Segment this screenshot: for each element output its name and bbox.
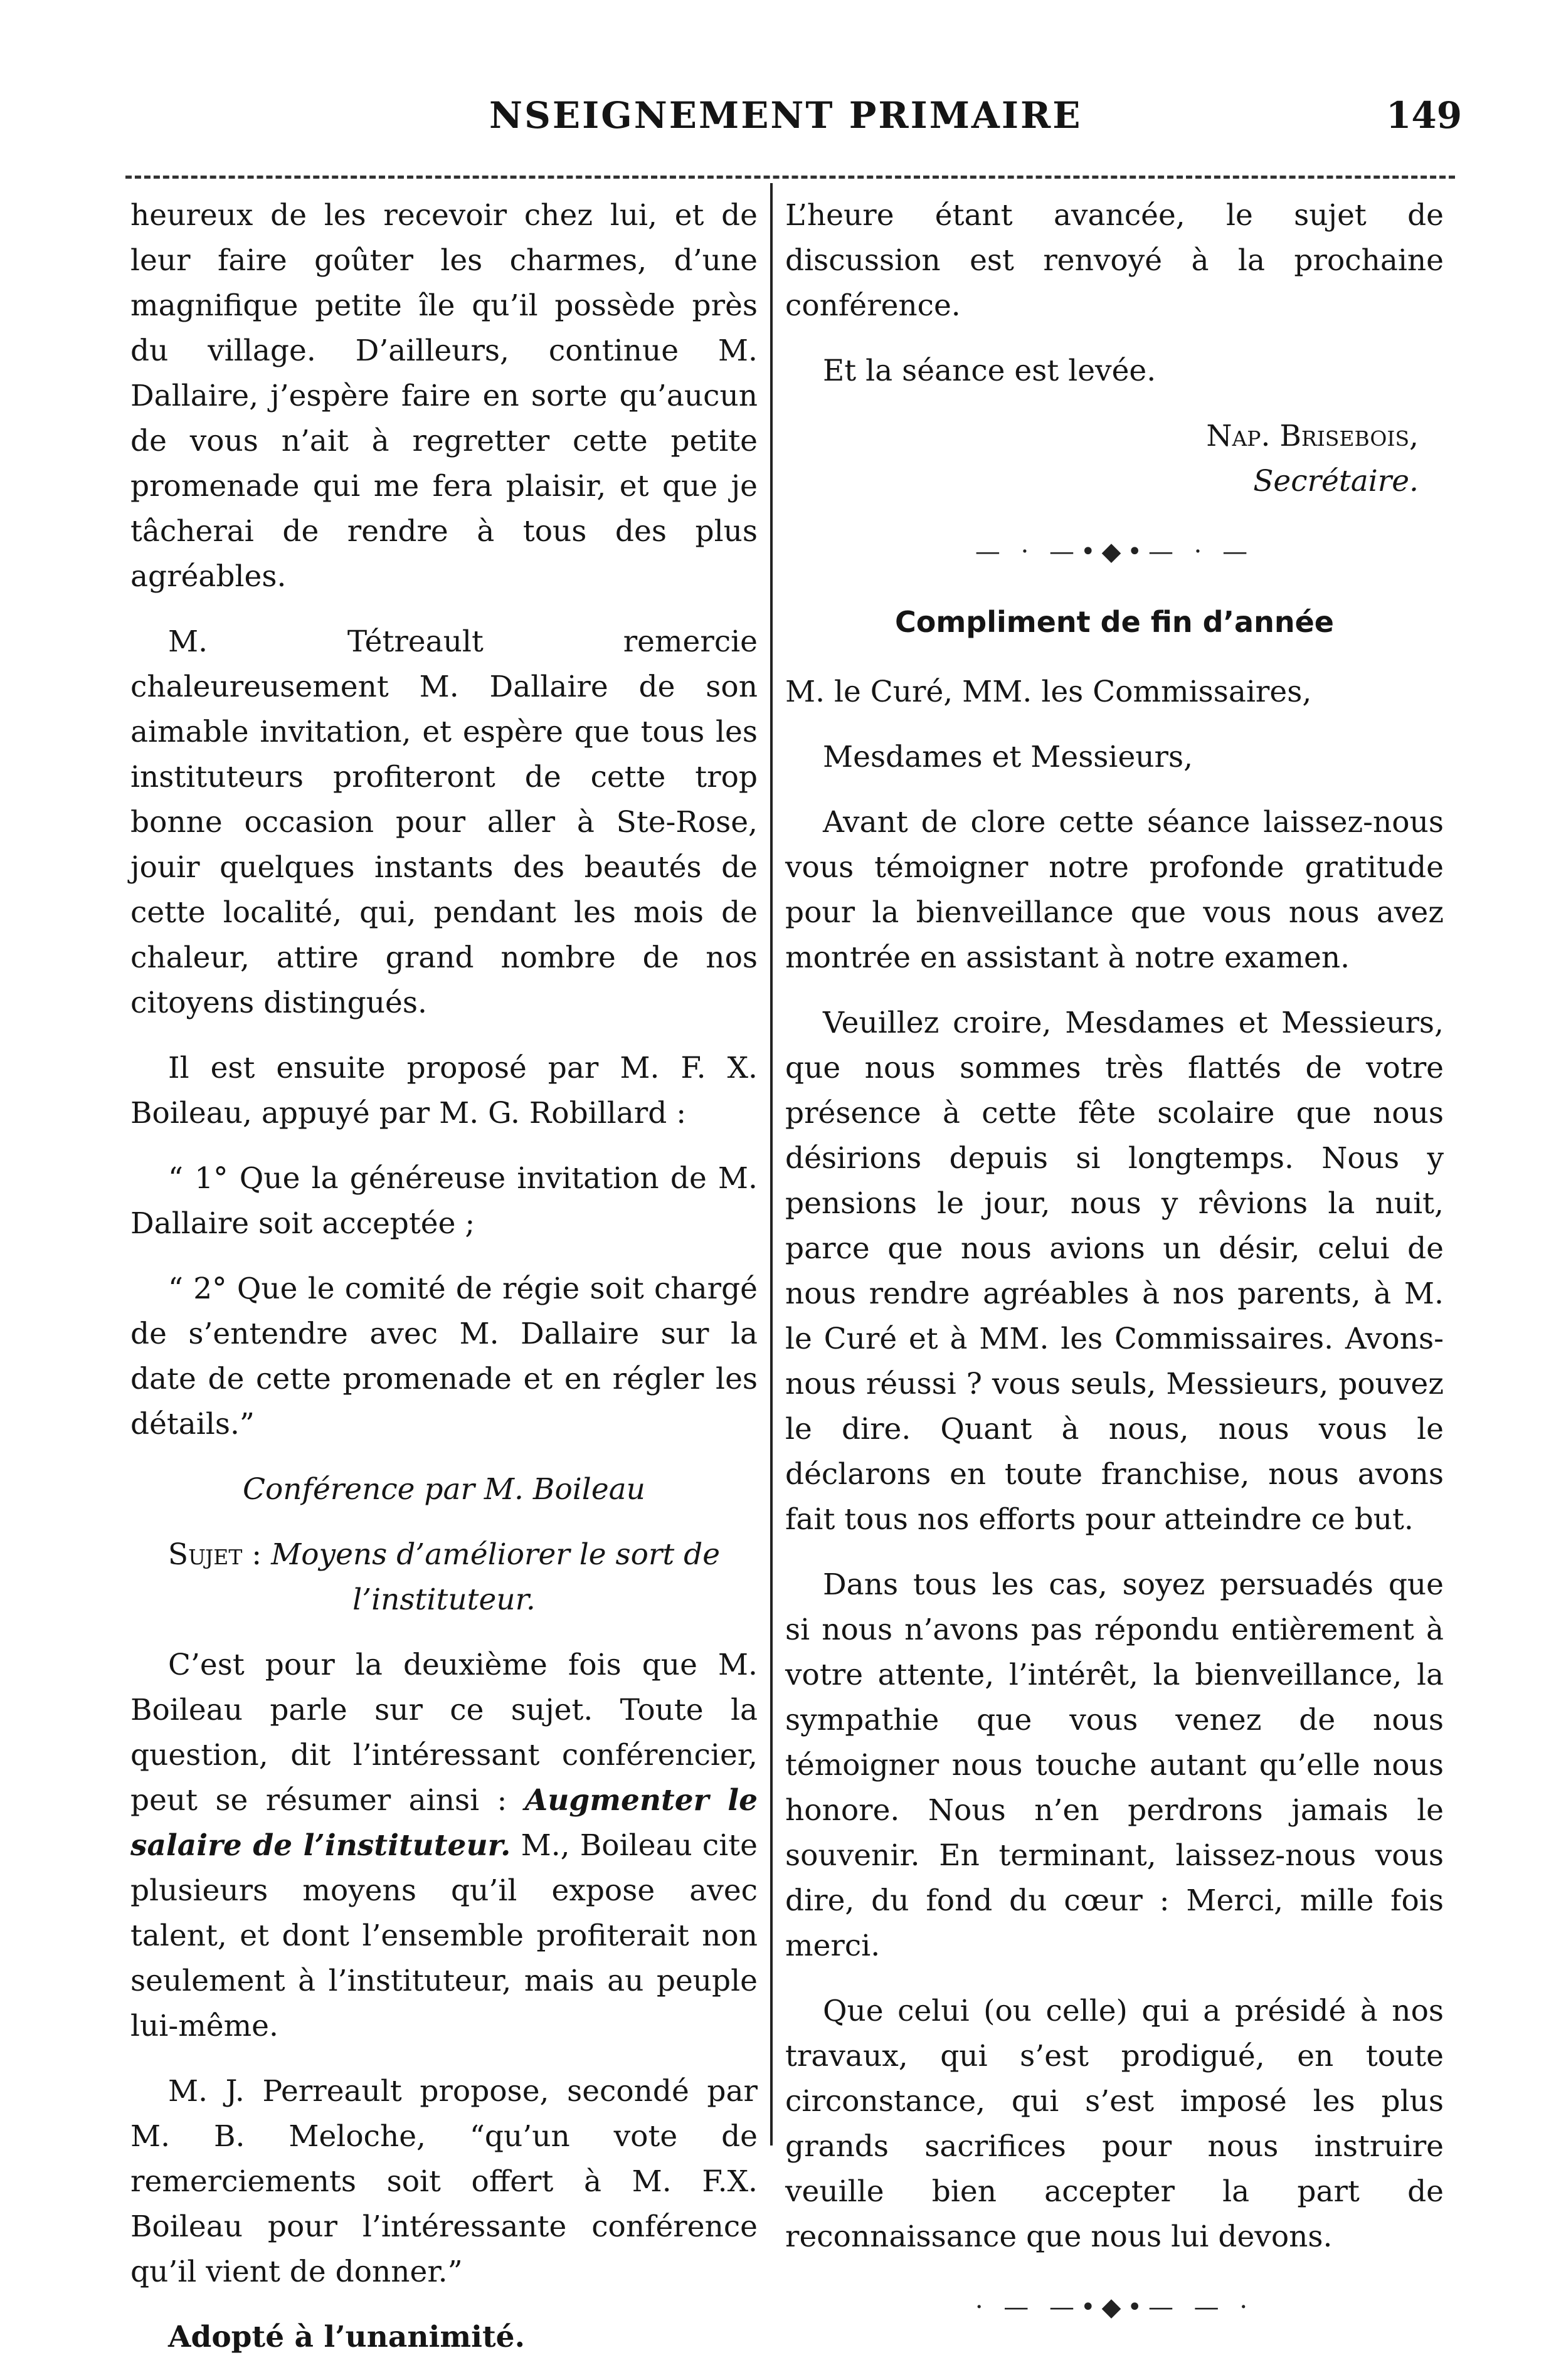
salutation-audience: Mesdames et Messieurs, — [823, 740, 1193, 774]
signature-name: Nap. Brisebois, — [1206, 419, 1419, 453]
ornament-divider: — · —•◆•— · — — [975, 537, 1254, 566]
paragraph-tetreault-thanks: M. Tétreault remercie chaleureusement M. Dallaire de son aimable invitation, et espère que tous les instituteurs profiteront de cette trop bonne occasion pour aller à Ste-Rose, jouir quelques instants des beautés de cette localité, qui, pendant les mois de chaleur, attire grand nombre de nos citoyens distingués. — [130, 624, 758, 1020]
page-number: 149 — [1386, 94, 1463, 137]
salutation-officials: M. le Curé, MM. les Commissaires, — [785, 675, 1312, 709]
left-column — [130, 193, 758, 2380]
header-rule — [125, 176, 1455, 179]
paragraph-gratitude: Avant de clore cette séance laissez-nous vous témoigner notre profonde gratitude pour la bienveillance que vous nous avez montrée en assistant à notre examen. — [785, 805, 1444, 975]
running-title: NSEIGNEMENT PRIMAIRE — [489, 94, 1082, 137]
signature-role: Secrétaire. — [1253, 464, 1419, 498]
talk-emphasis: Augmenter le salaire de l’instituteur. — [130, 1783, 758, 1863]
paragraph-adopted: Adopté à l’unanimité. — [168, 2320, 525, 2354]
talk-intro: C’est pour la deuxième fois que M. Boileau parle sur ce sujet. Toute la question, dit l’intéressant conférencier, peut se résumer ainsi : — [130, 1648, 758, 1818]
paragraph-dallaire-invitation: heureux de les recevoir chez lui, et de leur faire goûter les charmes, d’une magnifique petite île qu’il possède près du village. D’ailleurs, continue M. Dallaire, j’espère faire en sorte qu’aucun de vous n’ait à regretter cette petite promenade qui me fera plaisir, et que je tâcherai de rendre à tous des plus agréables. — [130, 198, 758, 594]
paragraph-persuaded: Dans tous les cas, soyez persuadés que si nous n’avons pas répondu entièrement à votre attente, l’intérêt, la bienveillance, la sympathie que vous venez de nous témoigner nous touche autant qu’elle nous honore. Nous n’en perdrons jamais le souvenir. En terminant, laissez-nous vous dire, du fond du cœur : Merci, mille fois merci. — [785, 1567, 1444, 1963]
subject-text: Moyens d’améliorer le sort de l’instituteur. — [271, 1537, 721, 1617]
paragraph-resolution-1: “ 1° Que la généreuse invitation de M. Dallaire soit acceptée ; — [130, 1161, 758, 1241]
column-divider — [770, 183, 773, 2146]
conference-subject — [130, 1532, 758, 1623]
paragraph-hour-late: L’heure étant avancée, le sujet de discussion est renvoyé à la prochaine conférence. — [785, 198, 1444, 323]
paragraph-session-closed: Et la séance est levée. — [823, 354, 1156, 388]
section-heading: Compliment de fin d’année — [895, 605, 1334, 639]
paragraph-resolution-2: “ 2° Que le comité de régie soit chargé de s’entendre avec M. Dallaire sur la date de cette promenade et en régler les détails.” — [130, 1272, 758, 1441]
paragraph-flattered: Veuillez croire, Mesdames et Messieurs, que nous sommes très flattés de votre présence à cette fête scolaire que nous désirions depuis si longtemps. Nous y pensions le jour, nous y rêvions la nuit, parce que nous avions un désir, celui de nous rendre agréables à nos parents, à M. le Curé et à MM. les Commissaires. Avons-nous réussi ? vous seuls, Messieurs, pouvez le dire. Quant à nous, nous vous le déclarons en toute franchise, nous avons fait tous nos efforts pour atteindre ce but. — [785, 1006, 1444, 1537]
talk-end: M., Boileau cite plusieurs moyens qu’il expose avec talent, et dont l’ensemble profiterait non seulement à l’instituteur, mais au peuple lui-même. — [130, 1828, 758, 2043]
right-column — [785, 193, 1444, 2355]
paragraph-proposal: Il est ensuite proposé par M. F. X. Boileau, appuyé par M. G. Robillard : — [130, 1051, 758, 1130]
conference-title: Conférence par M. Boileau — [243, 1472, 645, 1507]
paragraph-vote-of-thanks: M. J. Perreault propose, secondé par M. B. Meloche, “qu’un vote de remerciements soit offert à M. F.X. Boileau pour l’intéressante conférence qu’il vient de donner.” — [130, 2074, 758, 2289]
paragraph-boileau-talk — [130, 1643, 758, 2049]
ornament-end: · — —•◆•— — · — [975, 2293, 1254, 2322]
paragraph-presided: Que celui (ou celle) qui a présidé à nos travaux, qui s’est prodigué, en toute circonstance, qui s’est imposé les plus grands sacrifices pour nous instruire veuille bien accepter la part de reconnaissance que nous lui devons. — [785, 1994, 1444, 2254]
subject-label: Sujet : — [167, 1537, 262, 1572]
